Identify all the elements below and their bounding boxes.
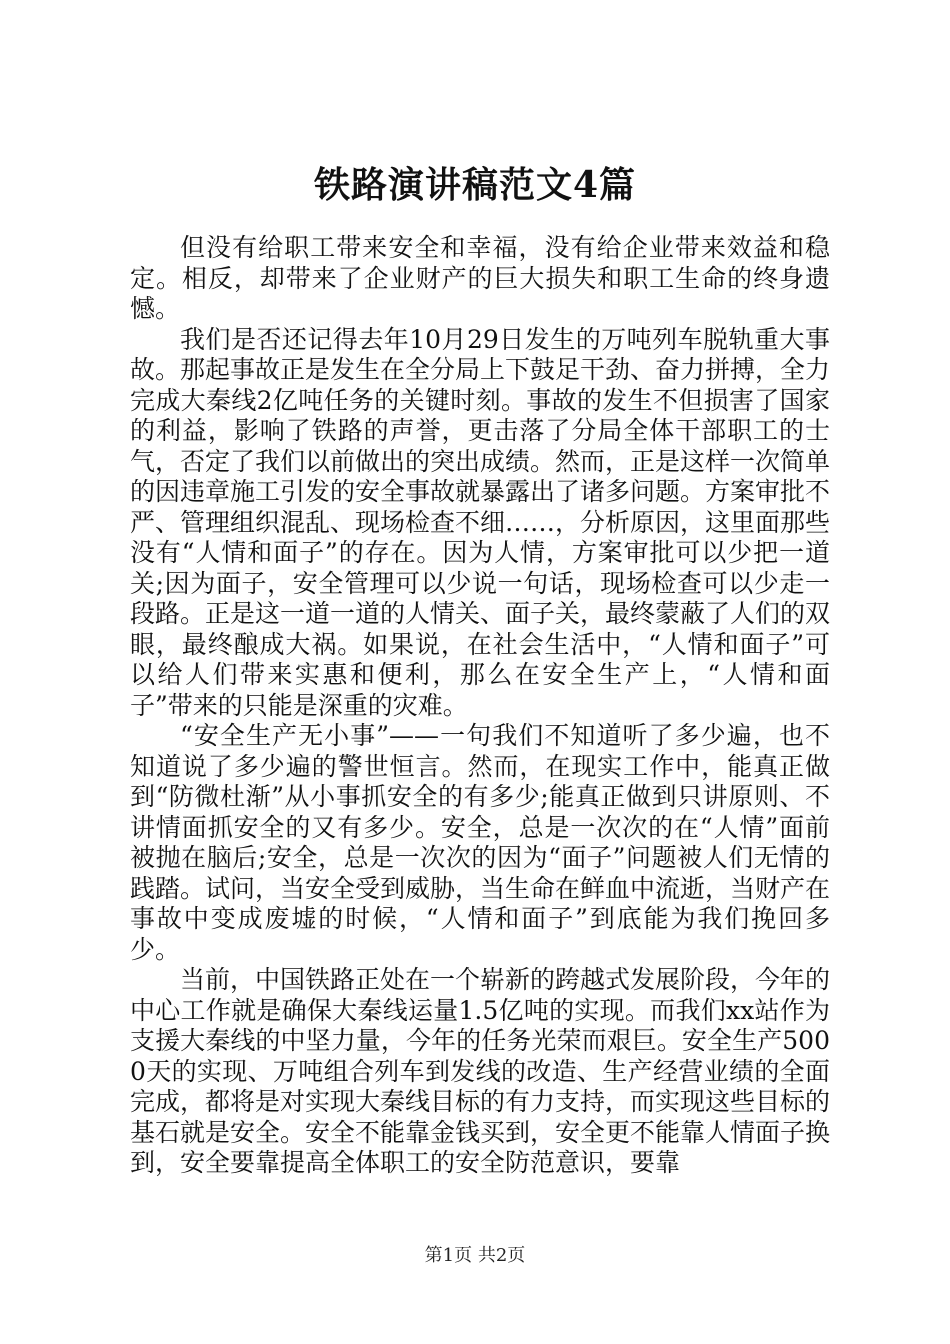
- document-title: 铁路演讲稿范文4篇: [313, 164, 637, 206]
- page-footer: 第1页 共2页: [424, 1245, 526, 1266]
- document-body: [130, 233, 830, 1179]
- paragraph: “安全生产无小事”——一句我们不知道听了多少遍，也不知道说了多少遍的警世恒言。然而，在现实工作中，能真正做到“防微杜渐”从小事抓安全的有多少;能真正做到只讲原则、不讲情面抓安全的又有多少。安全，总是一次次的在“人情”面前被抛在脑后;安全，总是一次次的因为“面子”问题被人们无情的践踏。试问，当安全受到威胁，当生命在鲜血中流逝，当财产在事故中变成废墟的时候，“人情和面子”到底能为我们挽回多少。: [130, 721, 831, 964]
- paragraph: 但没有给职工带来安全和幸福，没有给企业带来效益和稳定。相反，却带来了企业财产的巨大损失和职工生命的终身遗憾。: [130, 233, 830, 323]
- paragraph: 我们是否还记得去年10月29日发生的万吨列车脱轨重大事故。那起事故正是发生在全分局上下鼓足干劲、奋力拼搏，全力完成大秦线2亿吨任务的关键时刻。事故的发生不但损害了国家的利益，影响了铁路的声誉，更击落了分局全体干部职工的士气，否定了我们以前做出的突出成绩。然而，正是这样一次简单的因违章施工引发的安全事故就暴露出了诸多问题。方案审批不严、管理组织混乱、现场检查不细……，分析原因，这里面那些没有“人情和面子”的存在。因为人情，方案审批可以少把一道关;因为面子，安全管理可以少说一句话，现场检查可以少走一段路。正是这一道一道的人情关、面子关，最终蒙蔽了人们的双眼，最终酿成大祸。如果说，在社会生活中，“人情和面子”可以给人们带来实惠和便利，那么在安全生产上，“人情和面子”带来的只能是深重的灾难。: [130, 324, 831, 720]
- paragraph: 当前，中国铁路正处在一个崭新的跨越式发展阶段，今年的中心工作就是确保大秦线运量1.5亿吨的实现。而我们xx站作为支援大秦线的中坚力量，今年的任务光荣而艰巨。安全生产5000天的实现、万吨组合列车到发线的改造、生产经营业绩的全面完成，都将是对实现大秦线目标的有力支持，而实现这些目标的基石就是安全。安全不能靠金钱买到，安全更不能靠人情面子换到，安全要靠提高全体职工的安全防范意识，要靠: [130, 965, 831, 1177]
